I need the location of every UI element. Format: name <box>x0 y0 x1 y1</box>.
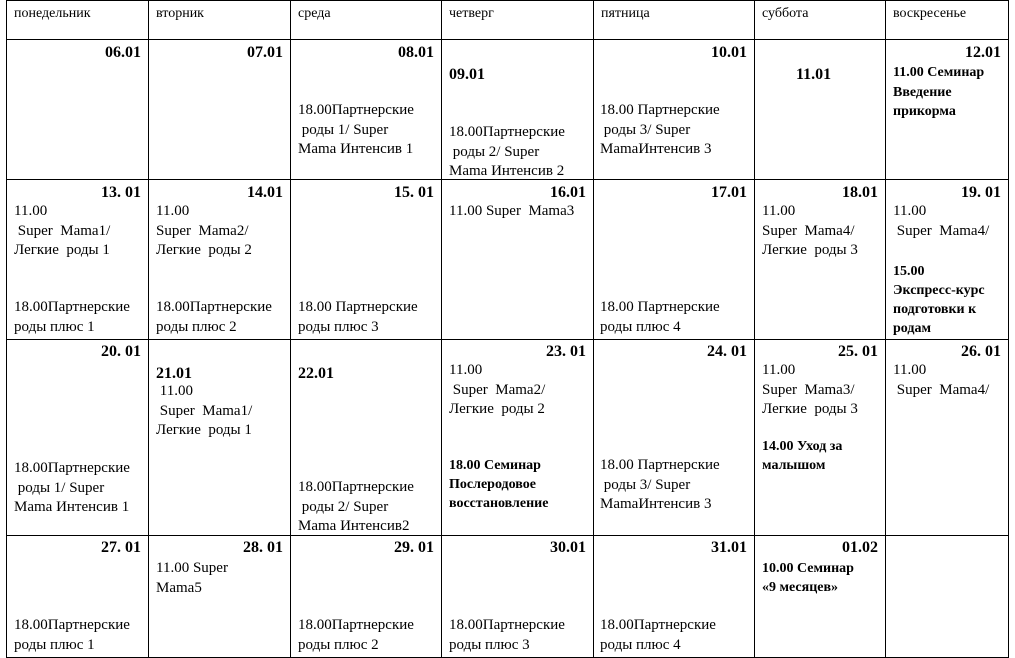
event-text: 18.00 Семинар Послеродовое восстановление <box>449 458 549 511</box>
date-label: 11.01 <box>796 66 832 83</box>
event-text: 11.00 Super Mama3/ Легкие роды 3 <box>762 362 858 417</box>
event-text: 11.00 Семинар Введение прикорма <box>893 65 985 119</box>
event-text: 18.00Партнерские роды плюс 4 <box>600 617 716 653</box>
table-border <box>6 535 1009 536</box>
date-label: 19. 01 <box>961 184 1001 201</box>
event-text: 18.00Партнерские роды плюс 1 <box>14 299 130 335</box>
event-text: 11.00 Super Mama4/ Легкие роды 3 <box>762 203 858 258</box>
table-border <box>290 0 291 658</box>
date-label: 28. 01 <box>243 539 283 556</box>
date-label: 24. 01 <box>707 343 747 360</box>
day-header-mon: понедельник <box>14 6 91 21</box>
table-border <box>885 0 886 658</box>
event-text: 14.00 Уход за малышом <box>762 439 843 473</box>
event-text: 11.00 Super Mama4/ <box>893 362 990 398</box>
date-label: 07.01 <box>247 44 283 61</box>
date-label: 30.01 <box>550 539 586 556</box>
date-label: 16.01 <box>550 184 586 201</box>
event-text: 18.00Партнерские роды 2/ Super Mama Интенсив 2 <box>449 124 565 179</box>
event-text: 18.00Партнерские роды 1/ Super Mama Интенсив 1 <box>298 102 414 157</box>
event-text: 11.00 Super Mama5 <box>156 560 228 596</box>
event-text: 18.00Партнерские роды плюс 3 <box>449 617 565 653</box>
event-text: 18.00Партнерские роды плюс 1 <box>14 617 130 653</box>
date-label: 09.01 <box>449 66 485 83</box>
date-label: 06.01 <box>105 44 141 61</box>
date-label: 01.02 <box>842 539 878 556</box>
event-text: 11.00 Super Mama3 <box>449 203 575 219</box>
day-header-tue: вторник <box>156 6 204 21</box>
event-text: 10.00 Семинар «9 месяцев» <box>762 561 854 595</box>
day-header-sun: воскресенье <box>893 6 967 21</box>
event-text: 18.00 Партнерские роды плюс 3 <box>298 299 418 335</box>
event-text: 11.00 Super Mama1/ Легкие роды 1 <box>14 203 111 258</box>
event-text: 15.00 Экспресс-курс подготовки к родам <box>893 264 985 336</box>
date-label: 25. 01 <box>838 343 878 360</box>
date-label: 22.01 <box>298 365 334 382</box>
date-label: 14.01 <box>247 184 283 201</box>
table-border <box>593 0 594 658</box>
event-text: 18.00 Партнерские роды 3/ Super MamaИнтенсив 3 <box>600 102 720 157</box>
table-border <box>6 0 7 658</box>
table-border <box>6 0 1009 1</box>
table-border <box>441 0 442 658</box>
event-text: 18.00 Партнерские роды плюс 4 <box>600 299 720 335</box>
date-label: 29. 01 <box>394 539 434 556</box>
event-text: 18.00Партнерские роды плюс 2 <box>156 299 272 335</box>
date-label: 27. 01 <box>101 539 141 556</box>
event-text: 11.00 Super Mama4/ <box>893 203 990 239</box>
event-text: 18.00 Партнерские роды 3/ Super MamaИнтенсив 3 <box>600 457 720 512</box>
date-label: 13. 01 <box>101 184 141 201</box>
event-text: 11.00 Super Mama2/ Легкие роды 2 <box>449 362 546 417</box>
date-label: 17.01 <box>711 184 747 201</box>
date-label: 26. 01 <box>961 343 1001 360</box>
table-border <box>754 0 755 658</box>
date-label: 08.01 <box>398 44 434 61</box>
event-text: 11.00 Super Mama1/ Легкие роды 1 <box>156 383 253 438</box>
day-header-fri: пятница <box>601 6 650 21</box>
table-border <box>6 339 1009 340</box>
date-label: 23. 01 <box>546 343 586 360</box>
table-border <box>148 0 149 658</box>
event-text: 18.00Партнерские роды 2/ Super Mama Интенсив2 <box>298 479 414 534</box>
date-label: 21.01 <box>156 365 192 382</box>
date-label: 15. 01 <box>394 184 434 201</box>
event-text: 11.00 Super Mama2/ Легкие роды 2 <box>156 203 252 258</box>
event-text: 18.00Партнерские роды 1/ Super Mama Интенсив 1 <box>14 460 130 515</box>
date-label: 20. 01 <box>101 343 141 360</box>
event-text: 18.00Партнерские роды плюс 2 <box>298 617 414 653</box>
date-label: 31.01 <box>711 539 747 556</box>
date-label: 12.01 <box>965 44 1001 61</box>
day-header-thu: четверг <box>449 6 494 21</box>
table-border <box>1008 0 1009 658</box>
day-header-wed: среда <box>298 6 331 21</box>
date-label: 10.01 <box>711 44 747 61</box>
table-border <box>6 39 1009 40</box>
date-label: 18.01 <box>842 184 878 201</box>
day-header-sat: суббота <box>762 6 809 21</box>
